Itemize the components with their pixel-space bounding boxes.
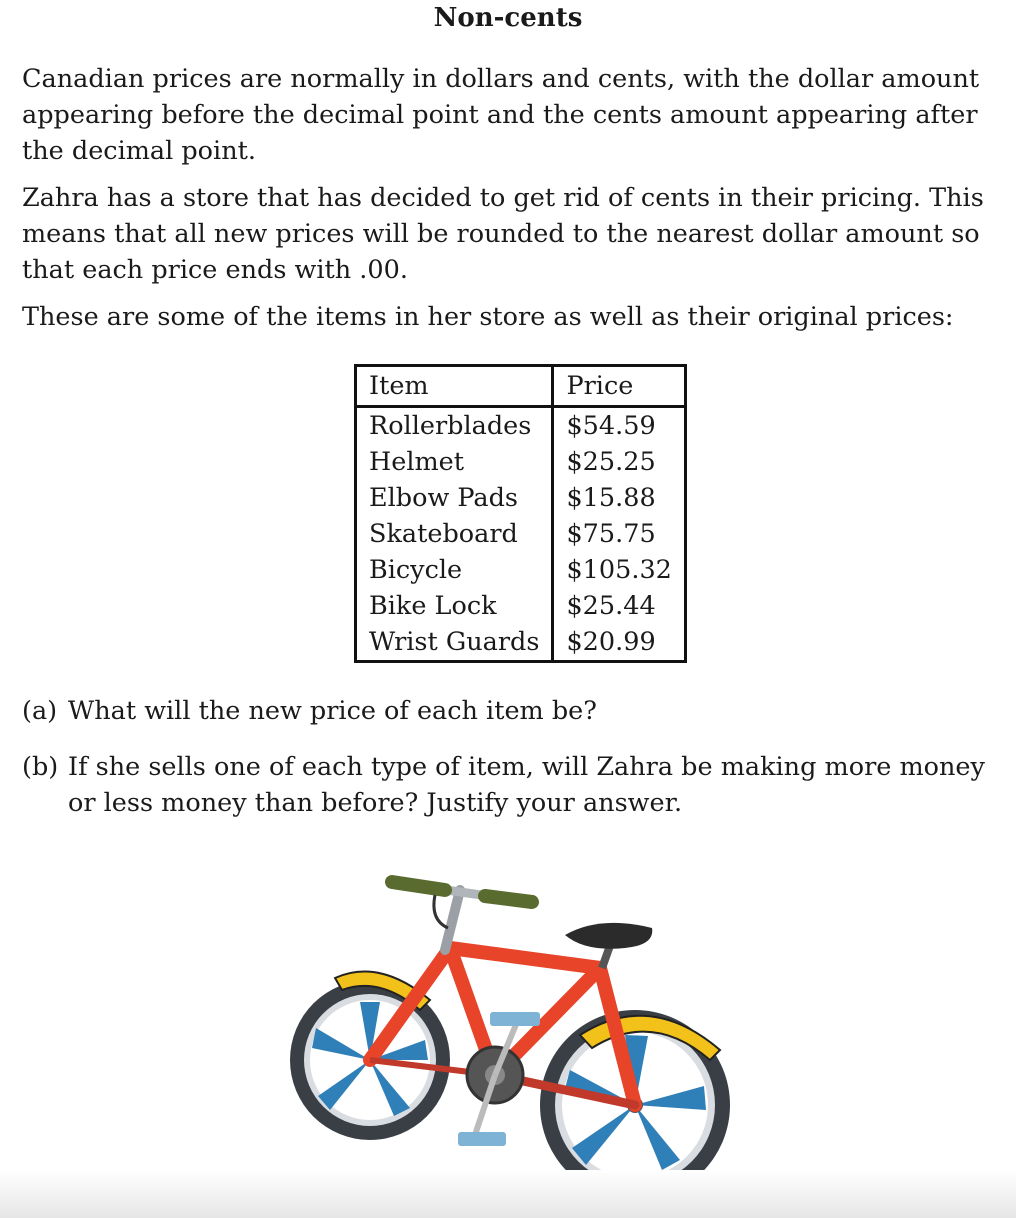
item-cell: Rollerblades <box>369 411 532 441</box>
table-row <box>356 407 686 445</box>
page-title: Non-cents <box>433 3 583 33</box>
question-a <box>22 693 1002 729</box>
price-cell: $15.88 <box>553 480 685 516</box>
seat <box>565 923 652 949</box>
item-cell: Skateboard <box>369 519 518 549</box>
item-cell: Helmet <box>369 447 465 477</box>
bicycle-illustration-icon <box>280 860 740 1210</box>
price-column-header: Price <box>553 366 685 407</box>
pedal <box>458 1132 506 1146</box>
item-cell: Bike Lock <box>369 591 497 621</box>
item-cell: Wrist Guards <box>369 627 540 657</box>
price-cell: $25.44 <box>553 588 685 624</box>
intro-paragraph: Canadian prices are normally in dollars and cents, with the dollar amount appearing before the decimal point and the cents amount appearing after the decimal point. <box>22 64 980 166</box>
price-table <box>354 364 687 663</box>
table-row <box>356 552 686 588</box>
question-a-label: (a) <box>22 696 58 726</box>
page-bottom-edge <box>0 1170 1016 1218</box>
items-intro-paragraph: These are some of the items in her store as well as their original prices: <box>22 302 954 332</box>
question-b-text: If she sells one of each type of item, will Zahra be making more money or less money than before? Justify your answer. <box>68 752 985 818</box>
question-a-text: What will the new price of each item be? <box>68 696 597 726</box>
table-row <box>356 588 686 624</box>
table-row <box>356 516 686 552</box>
table-row <box>356 624 686 662</box>
price-cell: $25.25 <box>553 444 685 480</box>
price-cell: $75.75 <box>553 516 685 552</box>
item-column-header: Item <box>356 366 553 407</box>
item-cell: Elbow Pads <box>369 483 519 513</box>
price-cell: $54.59 <box>553 407 685 445</box>
table-header-row <box>356 366 686 407</box>
question-b-label: (b) <box>22 752 59 782</box>
item-cell: Bicycle <box>369 555 463 585</box>
price-cell: $105.32 <box>553 552 685 588</box>
table-row <box>356 444 686 480</box>
pedal <box>490 1012 540 1026</box>
store-paragraph: Zahra has a store that has decided to get rid of cents in their pricing. This means that all new prices will be rounded to the nearest dollar amount so that each price ends with .00. <box>22 183 984 285</box>
question-b <box>22 749 1002 821</box>
price-cell: $20.99 <box>553 624 685 662</box>
table-row <box>356 480 686 516</box>
